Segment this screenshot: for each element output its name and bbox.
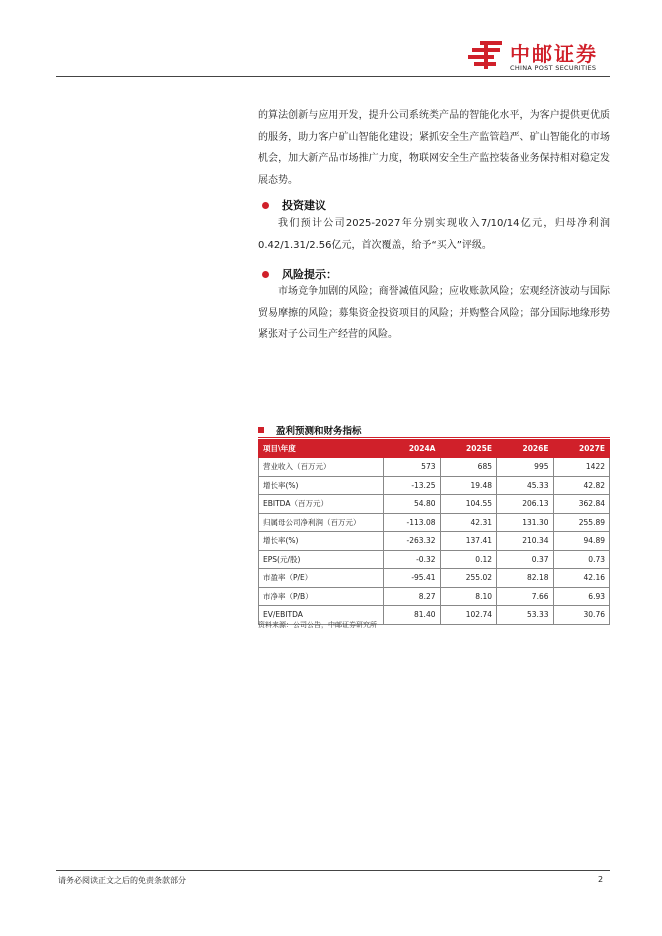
intro-paragraph: 的算法创新与应用开发，提升公司系统类产品的智能化水平，为客户提供更优质的服务，助力客户矿山智能化建设；紧抓安全生产监管趋严、矿山智能化的市场机会，加大新产品市场推广力度，物联网安全生产监控装备业务保持相对稳定发展态势。 <box>258 110 610 186</box>
financial-forecast-table <box>258 439 610 625</box>
header-cell: 2027E <box>553 440 610 458</box>
header-cell: 项目\年度 <box>259 440 384 458</box>
table-cell: -13.25 <box>384 476 441 495</box>
header-cell: 2026E <box>497 440 554 458</box>
footer-disclaimer: 请务必阅读正文之后的免责条款部分 <box>58 876 186 885</box>
table-cell: 42.16 <box>553 569 610 588</box>
row-label: 归属母公司净利润（百万元） <box>259 513 384 532</box>
row-label: EBITDA（百万元） <box>259 495 384 514</box>
table-cell: 102.74 <box>440 606 497 625</box>
table-cell: 19.48 <box>440 476 497 495</box>
table-title-text: 盈利预测和财务指标 <box>276 426 362 437</box>
risk-heading <box>262 266 337 282</box>
table-title <box>258 423 362 437</box>
table-cell: 995 <box>497 458 554 477</box>
row-label: 增长率(%) <box>259 532 384 551</box>
table-title-divider <box>258 437 610 438</box>
table-cell: 104.55 <box>440 495 497 514</box>
table-cell: 0.12 <box>440 550 497 569</box>
table-cell: 573 <box>384 458 441 477</box>
table-cell: 0.37 <box>497 550 554 569</box>
row-label: EV/EBITDA <box>259 606 384 625</box>
investment-paragraph: 我们预计公司2025-2027年分别实现收入7/10/14亿元，归母净利润0.42/1.31/2.56亿元，首次覆盖，给予“买入”评级。 <box>258 218 610 251</box>
table-cell: 6.93 <box>553 587 610 606</box>
bullet-dot-icon <box>262 271 269 278</box>
row-label: EPS(元/股) <box>259 550 384 569</box>
table-cell: -0.32 <box>384 550 441 569</box>
table-cell: 362.84 <box>553 495 610 514</box>
table-row <box>259 587 610 606</box>
table-cell: 42.82 <box>553 476 610 495</box>
table-cell: 42.31 <box>440 513 497 532</box>
table-cell: 0.73 <box>553 550 610 569</box>
logo-english-name: CHINA POST SECURITIES <box>510 64 597 72</box>
table-source-note: 资料来源：公司公告，中邮证券研究所 <box>258 621 377 629</box>
investment-heading-text: 投资建议 <box>282 199 326 212</box>
table-cell: 7.66 <box>497 587 554 606</box>
table-row <box>259 569 610 588</box>
row-label: 增长率(%) <box>259 476 384 495</box>
company-logo <box>468 38 618 74</box>
table-cell: 82.18 <box>497 569 554 588</box>
table-row <box>259 495 610 514</box>
table-cell: 81.40 <box>384 606 441 625</box>
table-cell: 94.89 <box>553 532 610 551</box>
table-cell: 131.30 <box>497 513 554 532</box>
table-cell: 53.33 <box>497 606 554 625</box>
footer-divider <box>56 870 610 871</box>
table-cell: 137.41 <box>440 532 497 551</box>
table-cell: -263.32 <box>384 532 441 551</box>
table-cell: 685 <box>440 458 497 477</box>
table-cell: 8.27 <box>384 587 441 606</box>
header-cell: 2024A <box>384 440 441 458</box>
table-cell: 255.02 <box>440 569 497 588</box>
table-cell: 8.10 <box>440 587 497 606</box>
table-cell: 206.13 <box>497 495 554 514</box>
header-divider <box>56 76 610 77</box>
investment-heading <box>262 197 326 213</box>
row-label: 市净率（P/B） <box>259 587 384 606</box>
table-header-row <box>259 440 610 458</box>
table-cell: -113.08 <box>384 513 441 532</box>
china-post-logo-icon <box>468 40 504 70</box>
table-cell: 255.89 <box>553 513 610 532</box>
table-cell: 210.34 <box>497 532 554 551</box>
table-row <box>259 458 610 477</box>
table-cell: 30.76 <box>553 606 610 625</box>
table-cell: 54.80 <box>384 495 441 514</box>
table-row <box>259 532 610 551</box>
square-bullet-icon <box>258 427 264 433</box>
row-label: 市盈率（P/E） <box>259 569 384 588</box>
row-label: 营业收入（百万元） <box>259 458 384 477</box>
page-number: 2 <box>598 875 604 884</box>
risk-paragraph: 市场竞争加剧的风险；商誉减值风险；应收账款风险；宏观经济波动与国际贸易摩擦的风险；募集资金投资项目的风险；并购整合风险；部分国际地缘形势紧张对子公司生产经营的风险。 <box>258 286 610 340</box>
table-cell: 1422 <box>553 458 610 477</box>
bullet-dot-icon <box>262 202 269 209</box>
risk-heading-text: 风险提示： <box>282 268 337 281</box>
table-row <box>259 513 610 532</box>
table-cell: -95.41 <box>384 569 441 588</box>
logo-chinese-name: 中邮证券 <box>510 42 598 66</box>
table-row <box>259 476 610 495</box>
header-cell: 2025E <box>440 440 497 458</box>
table-row <box>259 550 610 569</box>
table-cell: 45.33 <box>497 476 554 495</box>
